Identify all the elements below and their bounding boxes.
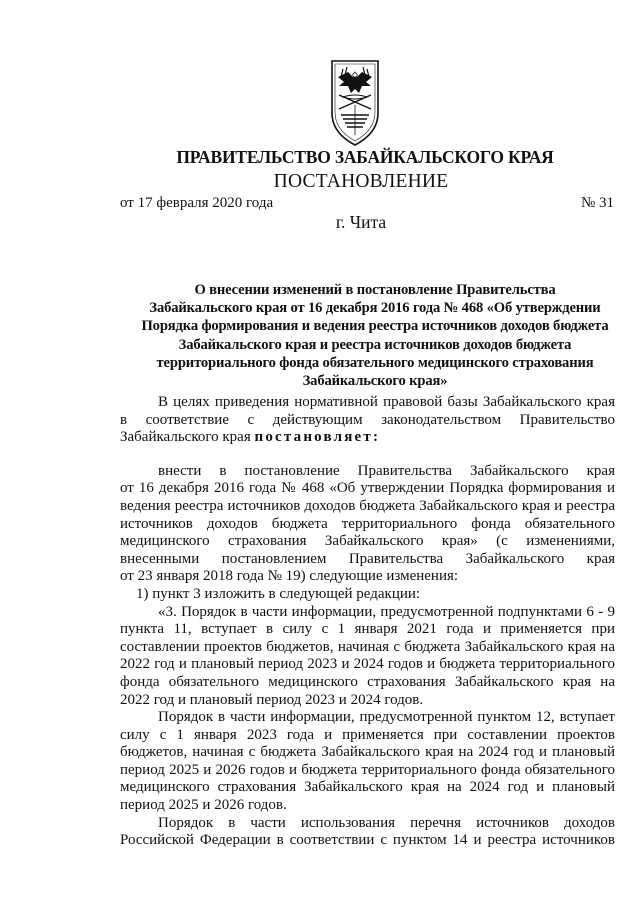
body-line: ведения реестра источников доходов бюджета Забайкальского края и реестра xyxy=(120,497,615,514)
resolves-word: постановляет: xyxy=(254,429,381,446)
heading-line: территориального фонда обязательного медицинского страхования xyxy=(156,354,594,371)
body-line: силу с 1 января 2023 года и применяется при составлении проектов xyxy=(120,726,615,743)
body-line: внесенными постановлением Правительства Забайкальского края xyxy=(120,550,615,567)
preamble-line: В целях приведения нормативной правовой базы Забайкальского края xyxy=(158,394,615,410)
body-line: Российской Федерации в соответствии с пунктом 14 и реестра источников xyxy=(120,832,615,849)
document-city: г. Чита xyxy=(335,212,387,232)
body-line: 2022 год и плановый период 2023 и 2024 годов и бюджета территориального xyxy=(120,656,615,673)
document-date: от 17 февраля 2020 года xyxy=(120,195,274,211)
document-heading xyxy=(120,281,630,390)
paragraph-gap xyxy=(120,447,615,463)
heading-line: Порядка формирования и ведения реестра источников доходов бюджета xyxy=(141,318,609,335)
document-body xyxy=(120,394,615,850)
body-line: период 2025 и 2026 годов и бюджета территориального фонда обязательного xyxy=(120,761,615,778)
document-number: № 31 xyxy=(580,195,614,211)
heading-line: Забайкальского края и реестра источников доходов бюджета xyxy=(178,336,572,353)
preamble-prefix: Забайкальского края xyxy=(120,429,255,446)
body-line: 2022 год и плановый период 2023 и 2024 годов. xyxy=(120,691,424,708)
preamble-line: в соответствие с действующим законодательством Правительство xyxy=(120,411,615,428)
body-line: период 2025 и 2026 годов. xyxy=(120,797,287,814)
body-line: Порядок в части использования перечня источников доходов xyxy=(158,814,615,831)
body-line: источников доходов бюджета территориального фонда обязательного xyxy=(120,515,615,532)
government-title: ПРАВИТЕЛЬСТВО ЗАБАЙКАЛЬСКОГО КРАЯ xyxy=(176,147,554,167)
body-line: 1) пункт 3 изложить в следующей редакции: xyxy=(136,585,421,602)
coat-of-arms-emblem-icon xyxy=(329,55,381,147)
body-line: от 16 декабря 2016 года № 468 «Об утверждении Порядка формирования и xyxy=(120,480,615,497)
body-line: фонда обязательного медицинского страхования Забайкальского края на xyxy=(120,673,615,690)
preamble-line xyxy=(120,429,615,447)
body-line: «3. Порядок в части информации, предусмотренной подпунктами 6 - 9 xyxy=(158,603,615,620)
body-line: пункта 11, вступает в силу с 1 января 2021 года и применяется при xyxy=(120,621,615,638)
heading-line: Забайкальского края» xyxy=(302,373,448,390)
document-type: ПОСТАНОВЛЕНИЕ xyxy=(273,171,449,192)
body-line: составлении проектов бюджетов, начиная с бюджета Забайкальского края на xyxy=(120,638,615,655)
heading-line: Забайкальского края от 16 декабря 2016 года № 468 «Об утверждении xyxy=(149,300,601,317)
body-line: медицинского страхования Забайкальского края» (с изменениями, xyxy=(120,533,615,550)
body-line: внести в постановление Правительства Забайкальского края xyxy=(158,462,615,479)
body-line: Порядок в части информации, предусмотренной пунктом 12, вступает xyxy=(158,709,615,726)
body-line: от 23 января 2018 года № 19) следующие изменения: xyxy=(120,568,459,585)
body-line: медицинского страхования Забайкальского края на 2024 год и плановый xyxy=(120,779,615,796)
heading-line: О внесении изменений в постановление Правительства xyxy=(194,282,556,298)
body-line: бюджетов, начиная с бюджета Забайкальского края на 2024 год и плановый xyxy=(120,744,615,761)
